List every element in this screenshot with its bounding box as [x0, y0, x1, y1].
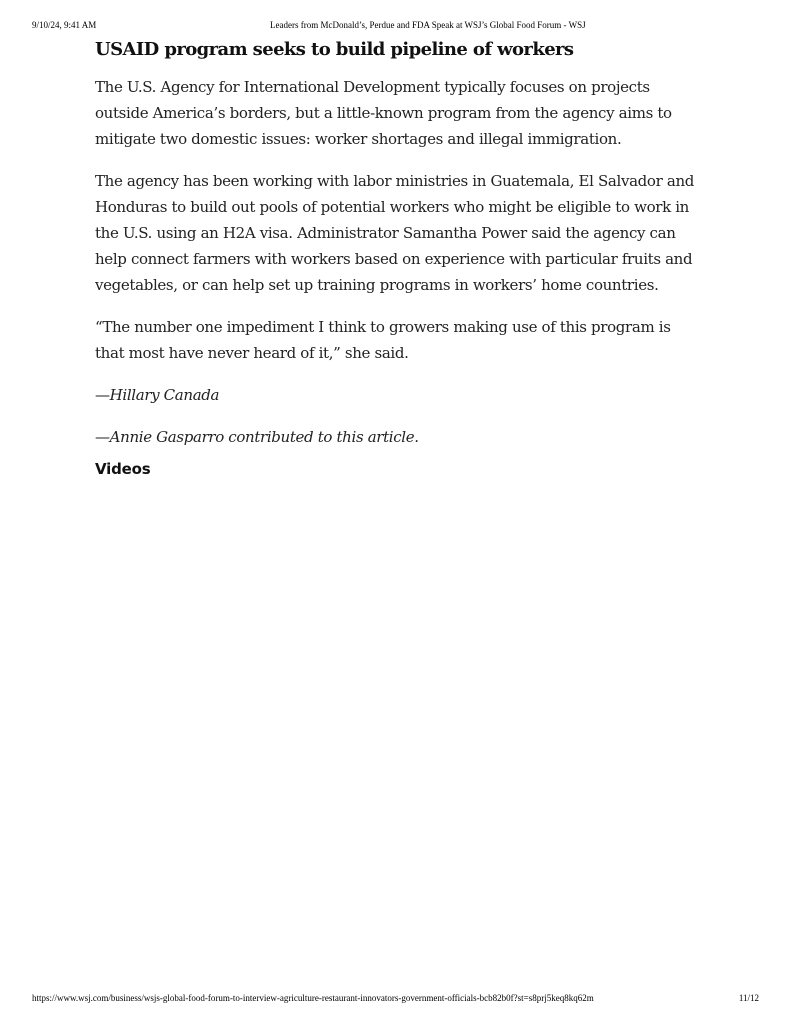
page-number: 11/12 [738, 993, 759, 1003]
byline-author: —Hillary Canada [95, 386, 220, 404]
article-paragraph: The U.S. Agency for International Development typically focuses on projects outside America’s borders, but a little-known program from the agency aims to mitigate two domestic issues: worker shortages and illegal immigration. [95, 78, 672, 148]
print-url[interactable]: https://www.wsj.com/business/wsjs-global-food-forum-to-interview-agriculture-restaurant-innovators-government-officials-bcb82b0f?st=s8prj5keq8kq62m [32, 993, 594, 1003]
videos-heading: Videos [95, 460, 151, 478]
article-body [95, 38, 695, 478]
print-footer [32, 993, 759, 1005]
byline-contributor: —Annie Gasparro contributed to this article. [95, 428, 419, 446]
article-subheadline: USAID program seeks to build pipeline of workers [95, 39, 574, 60]
print-header [32, 20, 759, 32]
print-page-title: Leaders from McDonald’s, Perdue and FDA Speak at WSJ’s Global Food Forum - WSJ [270, 20, 586, 30]
article-paragraph: The agency has been working with labor ministries in Guatemala, El Salvador and Honduras to build out pools of potential workers who might be eligible to work in the U.S. using an H2A visa. Administrator Samantha Power said the agency can help connect farmers with workers based on experience with particular fruits and vegetables, or can help set up training programs in workers’ home countries. [95, 172, 695, 294]
print-date: 9/10/24, 9:41 AM [32, 20, 97, 30]
article-paragraph: “The number one impediment I think to growers making use of this program is that most have never heard of it,” she said. [95, 318, 671, 362]
